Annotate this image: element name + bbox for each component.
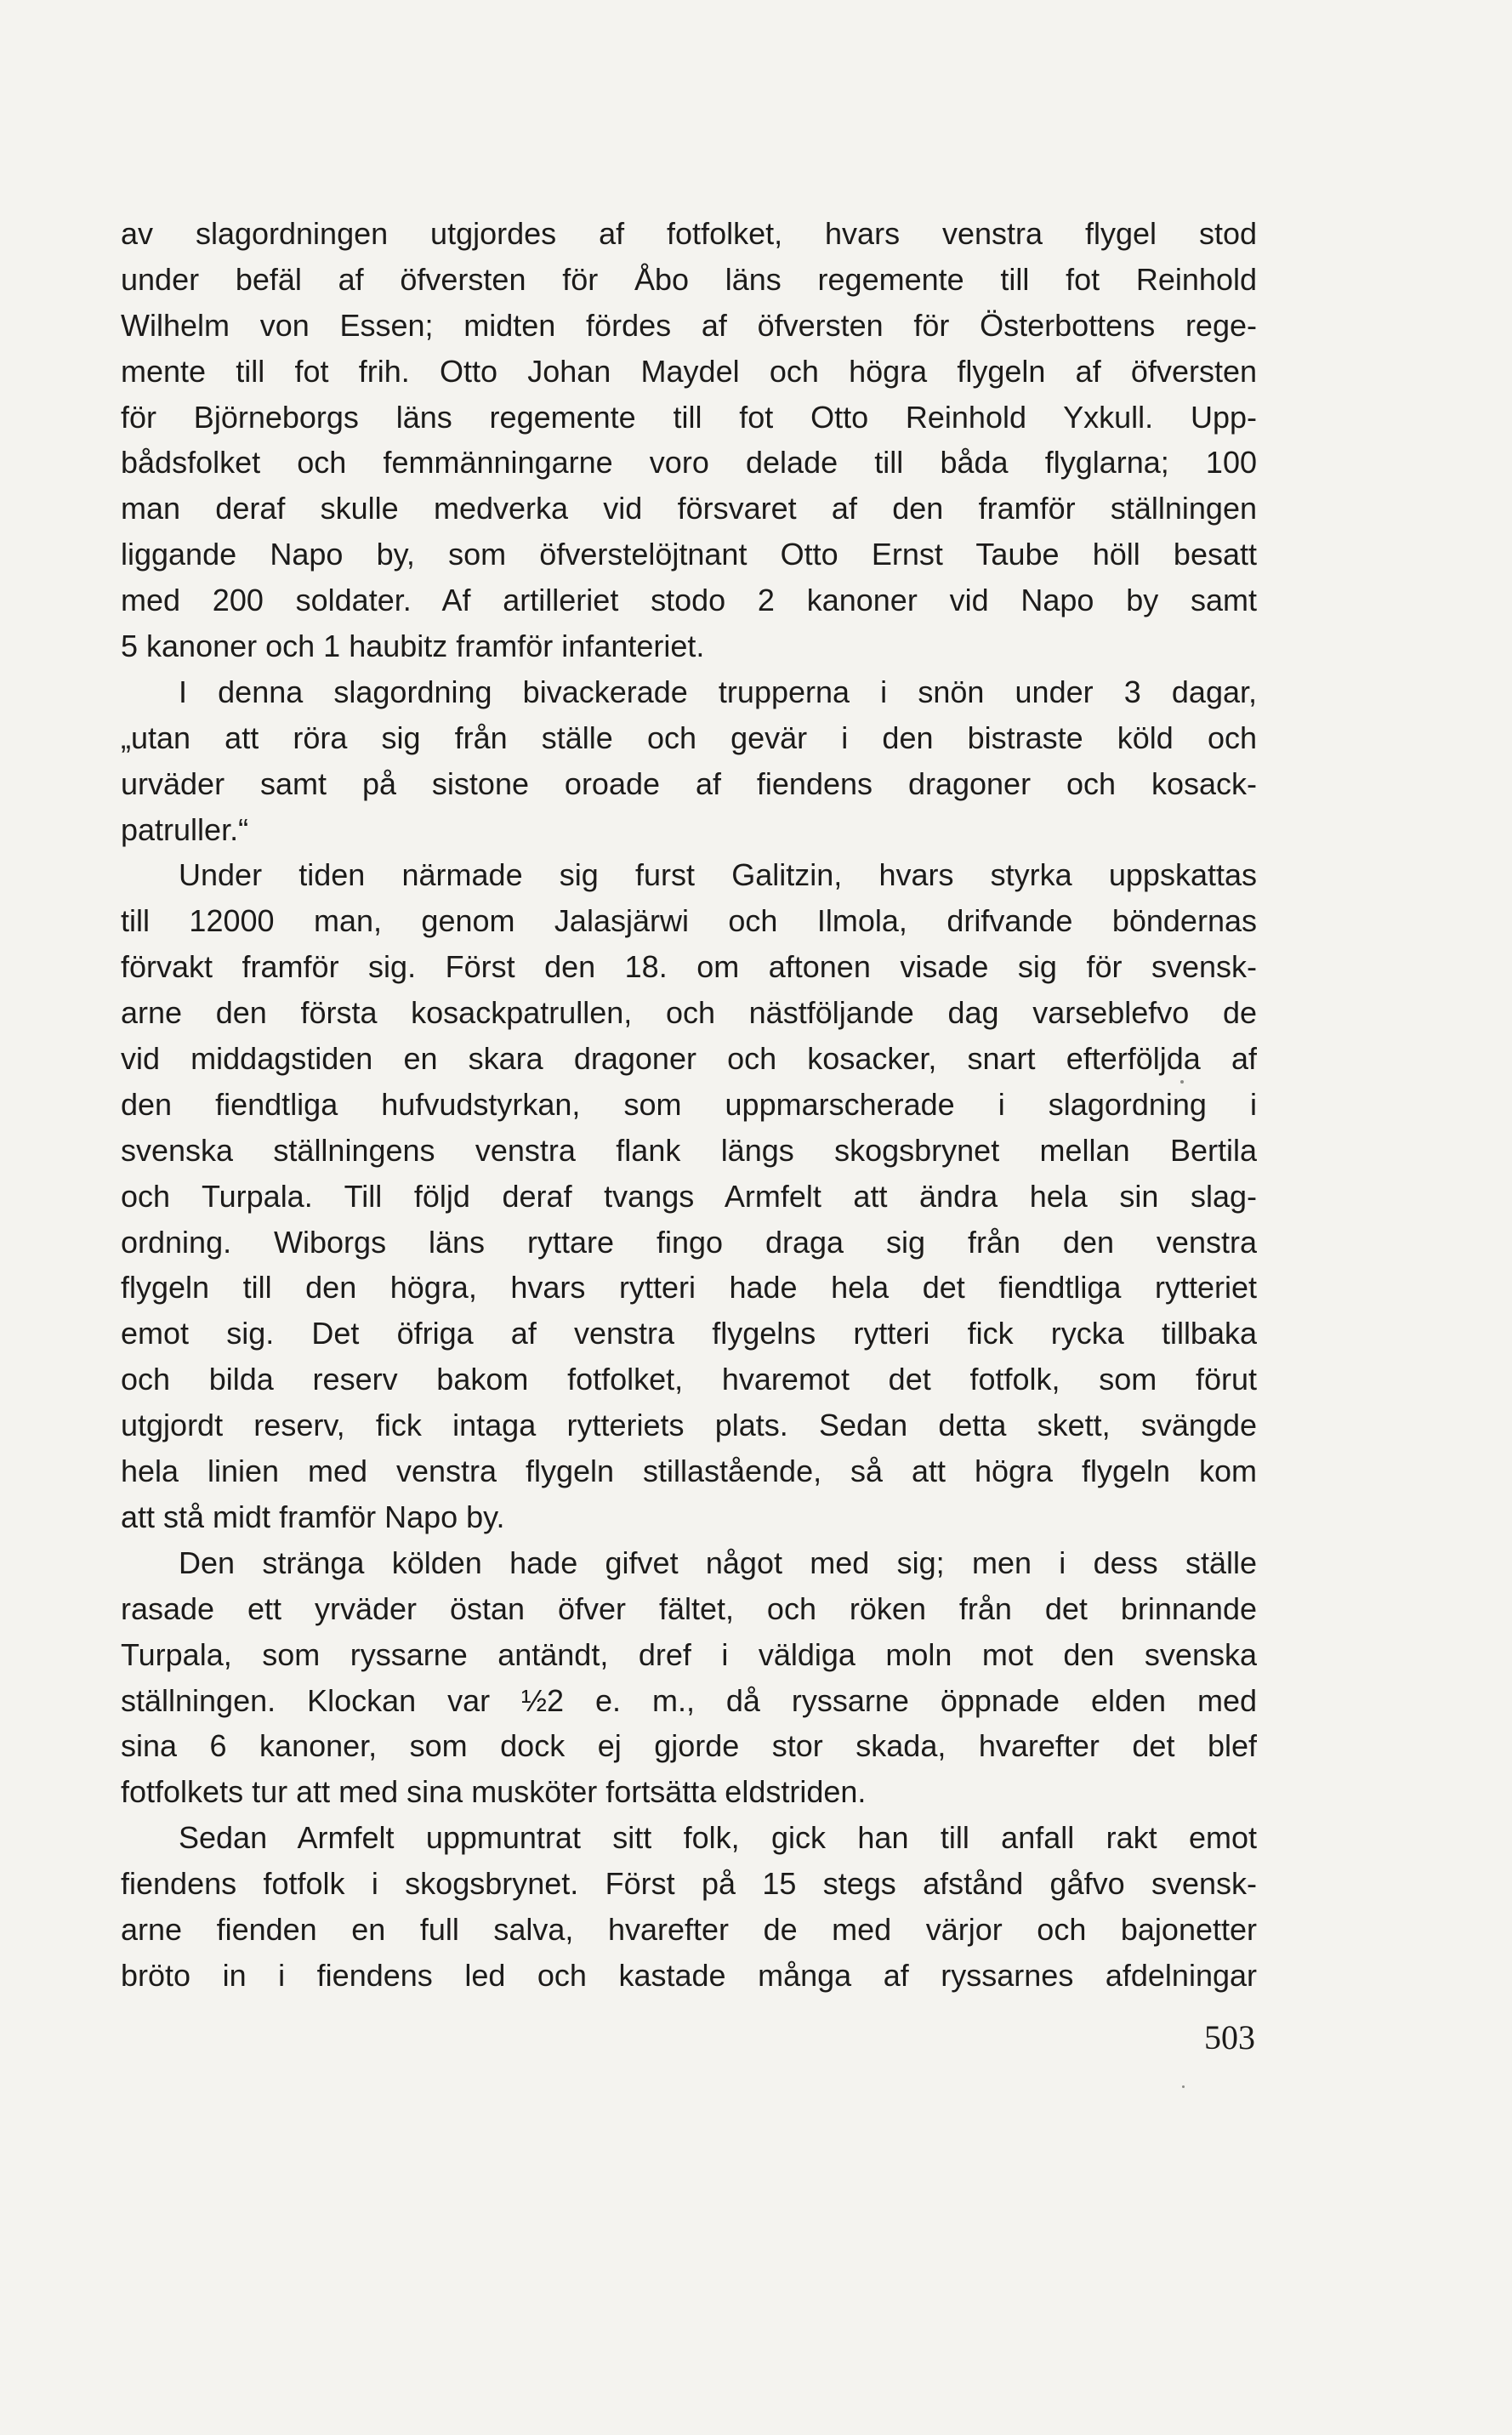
paper-speck xyxy=(1182,2085,1185,2088)
text-line: mente till fot frih. Otto Johan Maydel och högra flygeln af öfversten xyxy=(121,353,1257,389)
text-line: man deraf skulle medverka vid försvaret af den framför ställningen xyxy=(121,491,1257,526)
text-line: 5 kanoner och 1 haubitz framför infanteriet. xyxy=(121,629,705,664)
text-line: arne den första kosackpatrullen, och nästföljande dag varseblefvo de xyxy=(121,995,1257,1031)
body-text xyxy=(121,211,1257,1999)
text-line: I denna slagordning bivackerade trupperna i snön under 3 dagar, xyxy=(179,674,1257,709)
text-line: utgjordt reserv, fick intaga rytteriets plats. Sedan detta skett, svängde xyxy=(121,1408,1257,1443)
text-line: under befäl af öfversten för Åbo läns regemente till fot Reinhold xyxy=(121,261,1257,297)
paper-speck xyxy=(1180,1080,1184,1084)
paragraph xyxy=(121,669,1257,853)
text-line: med 200 soldater. Af artilleriet stodo 2 kanoner vid Napo by samt xyxy=(121,583,1257,618)
paragraph xyxy=(121,1540,1257,1815)
text-line: liggande Napo by, som öfverstelöjtnant Otto Ernst Taube höll besatt xyxy=(121,537,1257,572)
text-line: för Björneborgs läns regemente till fot Otto Reinhold Yxkull. Upp- xyxy=(121,399,1257,435)
text-line: flygeln till den högra, hvars rytteri hade hela det fiendtliga rytteriet xyxy=(121,1270,1257,1306)
text-line: att stå midt framför Napo by. xyxy=(121,1499,505,1534)
text-line: vid middagstiden en skara dragoner och kosacker, snart efterföljda af xyxy=(121,1041,1257,1077)
text-line: bådsfolket och femmänningarne voro delade till båda flyglarna; 100 xyxy=(121,445,1257,481)
text-line: rasade ett yrväder östan öfver fältet, och röken från det brinnande xyxy=(121,1590,1257,1626)
text-line: svenska ställningens venstra flank längs skogsbrynet mellan Bertila xyxy=(121,1132,1257,1168)
paragraph xyxy=(121,852,1257,1539)
text-line: och bilda reserv bakom fotfolket, hvaremot det fotfolk, som förut xyxy=(121,1362,1257,1397)
text-line: förvakt framför sig. Först den 18. om aftonen visade sig för svensk- xyxy=(121,949,1257,985)
text-line: ställningen. Klockan var ½2 e. m., då ryssarne öppnade elden med xyxy=(121,1682,1257,1718)
text-line: av slagordningen utgjordes af fotfolket, hvars venstra flygel stod xyxy=(121,216,1257,251)
text-line: Turpala, som ryssarne antändt, dref i väldiga moln mot den svenska xyxy=(121,1636,1257,1672)
paragraph xyxy=(121,1815,1257,1999)
text-line: och Turpala. Till följd deraf tvangs Armfelt att ändra hela sin slag- xyxy=(121,1178,1257,1214)
text-line: fiendens fotfolk i skogsbrynet. Först på 15 stegs afstånd gåfvo svensk- xyxy=(121,1866,1257,1902)
text-line: urväder samt på sistone oroade af fiendens dragoner och kosack- xyxy=(121,765,1257,801)
text-line: Wilhelm von Essen; midten fördes af öfversten för Österbottens rege- xyxy=(121,307,1257,343)
text-line: „utan att röra sig från ställe och gevär i den bistraste köld och xyxy=(121,720,1257,755)
text-line: emot sig. Det öfriga af venstra flygelns rytteri fick rycka tillbaka xyxy=(121,1316,1257,1351)
paragraph xyxy=(121,211,1257,669)
text-line: Under tiden närmade sig furst Galitzin, hvars styrka uppskattas xyxy=(179,857,1257,893)
text-line: till 12000 man, genom Jalasjärwi och Ilmola, drifvande böndernas xyxy=(121,903,1257,939)
text-line: den fiendtliga hufvudstyrkan, som uppmarscherade i slagordning i xyxy=(121,1086,1257,1122)
text-line: Sedan Armfelt uppmuntrat sitt folk, gick han till anfall rakt emot xyxy=(179,1820,1257,1856)
text-line: ordning. Wiborgs läns ryttare fingo draga sig från den venstra xyxy=(121,1224,1257,1260)
page-number: 503 xyxy=(1204,2018,1255,2057)
text-line: patruller.“ xyxy=(121,811,249,847)
text-line: fotfolkets tur att med sina musköter fortsätta eldstriden. xyxy=(121,1774,867,1810)
text-line: hela linien med venstra flygeln stillastående, så att högra flygeln kom xyxy=(121,1454,1257,1489)
text-line: sina 6 kanoner, som dock ej gjorde stor skada, hvarefter det blef xyxy=(121,1728,1257,1764)
text-line: arne fienden en full salva, hvarefter de med värjor och bajonetter xyxy=(121,1911,1257,1947)
text-line: bröto in i fiendens led och kastade många af ryssarnes afdelningar xyxy=(121,1957,1257,1993)
text-line: Den stränga kölden hade gifvet något med sig; men i dess ställe xyxy=(179,1545,1257,1580)
